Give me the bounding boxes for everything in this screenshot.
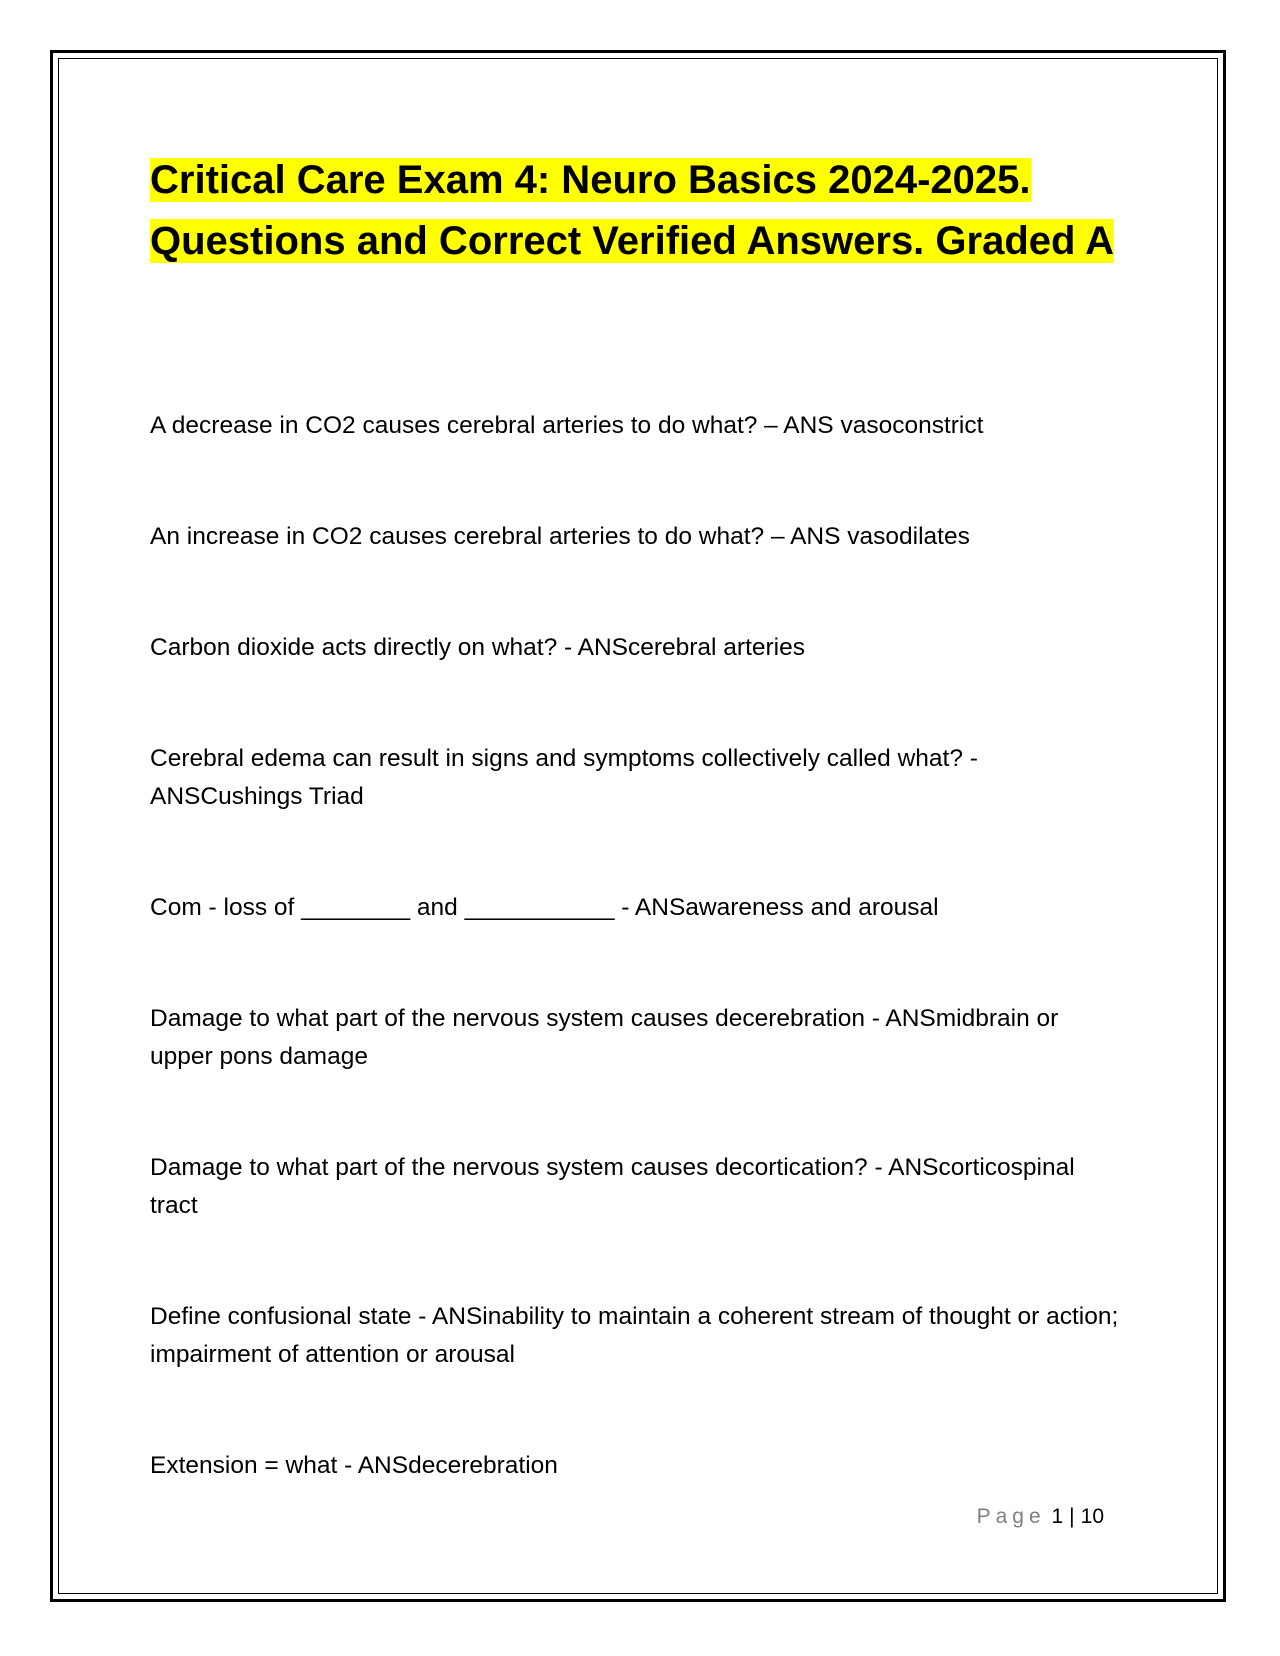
- current-page-number: 1: [1051, 1505, 1064, 1528]
- qa-item: Extension = what - ANSdecerebration: [150, 1452, 558, 1479]
- qa-item: Damage to what part of the nervous system causes decerebration - ANSmidbrain or upper pons damage: [150, 1005, 1059, 1070]
- qa-item: An increase in CO2 causes cerebral arteries to do what? – ANS vasodilates: [150, 523, 970, 550]
- qa-item: Define confusional state - ANSinability to maintain a coherent stream of thought or action; impairment of attention or arousal: [150, 1303, 1119, 1368]
- qa-item: Damage to what part of the nervous system causes decortication? - ANScorticospinal tract: [150, 1154, 1075, 1219]
- title-highlight: Critical Care Exam 4: Neuro Basics 2024-2025. Questions and Correct Verified Answers. Graded A: [150, 158, 1114, 263]
- page-separator: |: [1069, 1505, 1075, 1528]
- page-label: Page: [976, 1505, 1046, 1528]
- page-number-footer: [977, 1503, 1104, 1531]
- document-title: [150, 150, 1125, 272]
- qa-item: Cerebral edema can result in signs and symptoms collectively called what? - ANSCushings Triad: [150, 745, 978, 810]
- qa-item: Com - loss of ________ and ___________ - ANSawareness and arousal: [150, 894, 939, 921]
- qa-item: A decrease in CO2 causes cerebral arteries to do what? – ANS vasoconstrict: [150, 412, 984, 439]
- document-body: [150, 150, 1125, 1479]
- total-pages: 10: [1080, 1505, 1104, 1528]
- qa-item: Carbon dioxide acts directly on what? - ANScerebral arteries: [150, 634, 806, 661]
